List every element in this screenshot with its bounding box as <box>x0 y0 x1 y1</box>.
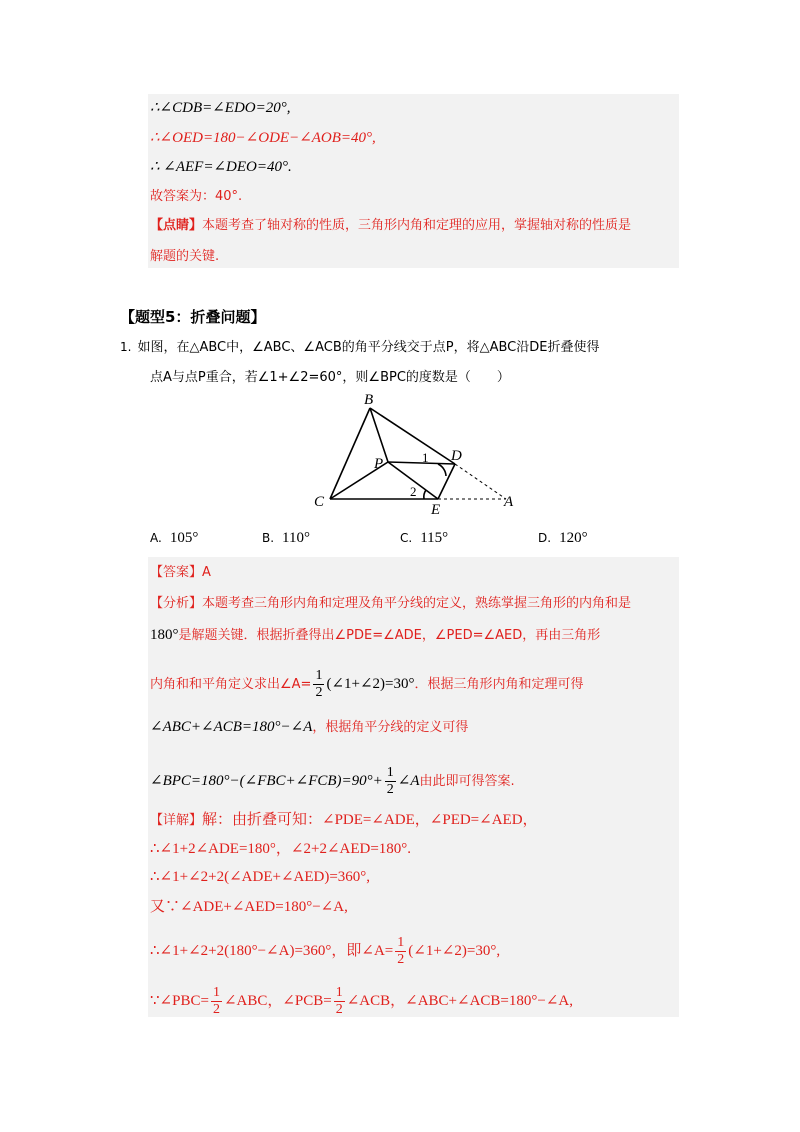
fold-DA <box>455 464 506 499</box>
analysis-text-1: 本题考查三角形内角和定理及角平分线的定义，熟练掌握三角形的内角和是 <box>202 596 632 611</box>
option-c-value: 115° <box>420 530 449 546</box>
detail-line-6 <box>150 985 573 1018</box>
analysis-line-2 <box>150 625 600 646</box>
option-b-value: 110° <box>282 530 310 546</box>
label-angle-2: 2 <box>410 484 417 499</box>
detail-line-2: ∴∠1+2∠ADE=180°，∠2+2∠AED=180°. <box>150 841 412 857</box>
angle-2-arc <box>424 490 426 499</box>
top-line-2: ∴∠OED=180−∠ODE−∠AOB=40°, <box>150 130 376 146</box>
triangle-figure <box>300 390 540 520</box>
top-line-3: ∴ ∠AEF=∠DEO=40°. <box>150 159 292 175</box>
detail-tag: 【详解】 <box>150 813 203 828</box>
comment-tag: 【点睛】 <box>150 218 203 233</box>
label-P: P <box>374 456 384 472</box>
top-comment-1 <box>150 216 631 236</box>
top-solution-block <box>148 94 679 268</box>
section-title: 【题型5：折叠问题】 <box>120 308 266 326</box>
analysis-4b: ，根据角平分线的定义可得 <box>312 720 469 735</box>
detail-text-1: 解：由折叠可知：∠PDE=∠ADE，∠PED=∠AED， <box>202 812 538 828</box>
analysis-5c: 由此即可得答案. <box>419 773 515 789</box>
label-B: B <box>364 392 374 408</box>
question-number: 1. <box>120 340 132 354</box>
analysis-line-3 <box>150 668 584 701</box>
analysis-3b: (∠1+∠2)=30° <box>326 675 415 692</box>
analysis-line-5 <box>150 765 515 798</box>
detail-5-fraction: $\frac{1}{2}$ <box>397 935 405 967</box>
comment-text: 本题考查了轴对称的性质，三角形内角和定理的应用，掌握轴对称的性质是 <box>202 218 632 233</box>
label-A: A <box>504 494 514 510</box>
question-line-2: 点A与点P重合，若∠1+∠2=60°，则∠BPC的度数是（ ） <box>150 370 510 385</box>
detail-6a: ∵∠PBC= <box>150 992 209 1009</box>
label-E: E <box>431 502 441 518</box>
analysis-line-4 <box>150 717 468 738</box>
analysis-2a: 180° <box>150 627 179 643</box>
answer-tag: 【答案】 <box>150 565 203 580</box>
angle-1-arc <box>438 464 446 476</box>
question-line-1 <box>120 337 599 358</box>
top-comment-2: 解题的关键. <box>150 249 220 264</box>
answer-line <box>150 563 211 583</box>
question-text-1: 如图，在△ABC中，∠ABC、∠ACB的角平分线交于点P，将△ABC沿DE折叠使得 <box>137 340 600 355</box>
option-b-label: B. <box>262 531 275 545</box>
detail-line-1 <box>150 810 538 831</box>
analysis-2b: 是解题关键．根据折叠得出∠PDE=∠ADE，∠PED=∠AED，再由三角形 <box>178 628 601 643</box>
detail-line-5 <box>150 935 500 968</box>
option-b[interactable] <box>262 530 310 547</box>
detail-6-fraction-1: $\frac{1}{2}$ <box>212 985 220 1017</box>
detail-line-3: ∴∠1+∠2+2(∠ADE+∠AED)=360°, <box>150 869 371 885</box>
analysis-5b: ∠A <box>397 772 420 789</box>
option-d-value: 120° <box>559 530 588 546</box>
analysis-tag: 【分析】 <box>150 596 203 611</box>
detail-6-fraction-2: $\frac{1}{2}$ <box>335 985 343 1017</box>
analysis-5-fraction: $\frac{1}{2}$ <box>386 765 394 797</box>
top-line-1: ∴∠CDB=∠EDO=20°, <box>150 100 291 116</box>
analysis-4a: ∠ABC+∠ACB=180°−∠A <box>150 719 313 735</box>
detail-6b: ∠ABC，∠PCB= <box>223 992 332 1009</box>
edge-BP <box>370 408 388 462</box>
detail-5b: (∠1+∠2)=30°, <box>408 942 501 959</box>
option-d-label: D. <box>538 531 552 545</box>
option-a-label: A. <box>150 531 162 545</box>
analysis-3c: ．根据三角形内角和定理可得 <box>414 676 584 692</box>
option-a[interactable] <box>150 530 198 547</box>
detail-line-4: 又∵∠ADE+∠AED=180°−∠A, <box>150 899 348 915</box>
label-D: D <box>451 448 462 464</box>
option-a-value: 105° <box>169 530 199 546</box>
option-d[interactable] <box>538 530 588 547</box>
detail-6c: ∠ACB，∠ABC+∠ACB=180°−∠A, <box>346 992 573 1009</box>
analysis-3a: 内角和和平角定义求出∠A= <box>150 676 312 692</box>
detail-5a: ∴∠1+∠2+2(180°−∠A)=360°，即∠A= <box>150 942 394 959</box>
analysis-5a: ∠BPC=180°−(∠FBC+∠FCB)=90°+ <box>150 772 383 789</box>
edge-DE <box>438 464 455 499</box>
option-c[interactable] <box>400 530 448 547</box>
analysis-line-1 <box>150 594 631 614</box>
answer-value: A <box>202 565 211 580</box>
option-c-label: C. <box>400 531 413 545</box>
label-C: C <box>314 494 325 510</box>
analysis-3-fraction: $\frac{1}{2}$ <box>315 668 323 700</box>
top-answer: 故答案为：40°. <box>150 189 243 204</box>
label-angle-1: 1 <box>422 450 429 465</box>
